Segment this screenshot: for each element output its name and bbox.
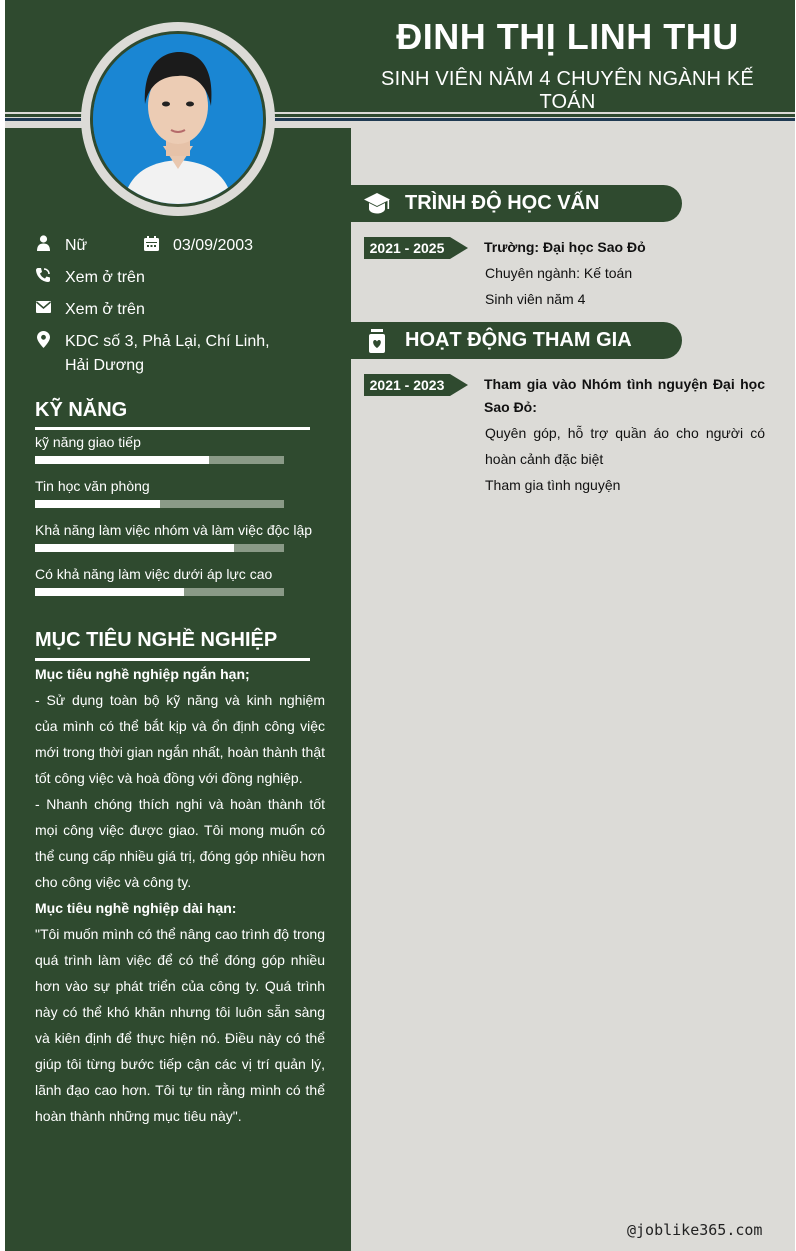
education-heading (351, 185, 682, 222)
email-info (35, 298, 295, 322)
objective-long-heading: Mục tiêu nghề nghiệp dài hạn: (35, 900, 237, 916)
calendar-icon (143, 234, 159, 252)
activities-period: 2021 - 2023 (364, 374, 450, 396)
gender-info (35, 234, 145, 258)
avatar (90, 31, 266, 207)
avatar-frame (81, 22, 275, 216)
objective-title: MỤC TIÊU NGHỀ NGHIỆP (35, 629, 278, 651)
phone-info (35, 266, 295, 290)
watermark: @joblike365.com (627, 1221, 763, 1239)
tag-arrow (450, 374, 468, 396)
skill-label: Tin học văn phòng (35, 478, 150, 494)
education-school: Trường: Đại học Sao Đỏ (484, 239, 646, 255)
activities-entry (484, 373, 765, 498)
objective-short-p2: - Nhanh chóng thích nghi và hoàn thành tốt mọi công việc được giao. Tôi mong muốn có thể cung cấp nhiều giá trị, đóng góp nhiều hơn cho công việc và công ty. (35, 796, 325, 890)
candidate-title: SINH VIÊN NĂM 4 CHUYÊN NGÀNH KẾ TOÁN (381, 68, 754, 113)
volunteer-jar-icon (363, 328, 391, 354)
skills-rule (35, 427, 310, 430)
activities-org: Tham gia vào Nhóm tình nguyện Đại học Sao Đỏ: (484, 376, 765, 415)
education-year: Sinh viên năm 4 (485, 291, 586, 307)
objective-long-p1: "Tôi muốn mình có thể nâng cao trình độ trong quá trình làm việc để có thể đóng góp nhiều hơn vào sự phát triển của công ty. Quá trình này có thể khó khăn nhưng tôi luôn sẵn sàng và kiên định để thực hiện nó. Điều này có thể giúp tôi từng bước tiếp cận các vị trí quản lý, lãnh đạo cao hơn. Tôi tự tin rằng mình có thể hoàn thành những mục tiêu này". (35, 926, 325, 1124)
gender-value: Nữ (65, 237, 88, 254)
skill-bar-fill (35, 544, 234, 552)
cv-page (5, 0, 795, 1251)
education-period: 2021 - 2025 (364, 237, 450, 259)
objective-short-heading: Mục tiêu nghề nghiệp ngắn hạn; (35, 666, 250, 682)
activities-period-tag (364, 374, 468, 396)
birthday-value: 03/09/2003 (173, 237, 254, 254)
activities-detail-1: Quyên góp, hỗ trợ quần áo cho người có hoàn cảnh đặc biệt (485, 425, 765, 467)
skill-bar-fill (35, 456, 209, 464)
phone-value: Xem ở trên (65, 269, 145, 286)
person-icon (35, 234, 51, 252)
skill-bar (35, 588, 284, 596)
education-major: Chuyên ngành: Kế toán (485, 265, 633, 281)
skill-bar (35, 544, 284, 552)
phone-icon (35, 266, 51, 284)
email-value: Xem ở trên (65, 301, 145, 318)
activities-detail-2: Tham gia tình nguyện (485, 477, 621, 493)
skill-label: kỹ năng giao tiếp (35, 434, 141, 450)
activities-heading (351, 322, 682, 359)
education-period-tag (364, 237, 468, 259)
address-info (35, 330, 295, 378)
skill-bar-fill (35, 500, 160, 508)
activities-title: HOẠT ĐỘNG THAM GIA (405, 329, 632, 351)
objective-short-p1: - Sử dụng toàn bộ kỹ năng và kinh nghiệm của mình có thể bắt kịp và ổn định công việc mới trong thời gian ngắn nhất, hoàn thành thật tốt công việc và hoà đồng với đồng nghiệp. (35, 692, 325, 786)
skills-title: KỸ NĂNG (35, 399, 128, 421)
education-title: TRÌNH ĐỘ HỌC VẤN (405, 192, 600, 214)
objective-text (35, 661, 325, 1129)
address-value: KDC số 3, Phả Lại, Chí Linh, Hải Dương (65, 333, 270, 374)
education-entry (484, 236, 765, 312)
location-icon (35, 330, 51, 348)
email-icon (35, 298, 51, 316)
skill-bar (35, 456, 284, 464)
skill-label: Khả năng làm việc nhóm và làm việc độc lập (35, 522, 313, 538)
candidate-name: ĐINH THỊ LINH THU (396, 16, 739, 57)
graduation-cap-icon (363, 191, 391, 217)
birthday-info (143, 234, 303, 258)
skill-label: Có khả năng làm việc dưới áp lực cao (35, 566, 273, 582)
skill-bar-fill (35, 588, 184, 596)
skill-bar (35, 500, 284, 508)
tag-arrow (450, 237, 468, 259)
